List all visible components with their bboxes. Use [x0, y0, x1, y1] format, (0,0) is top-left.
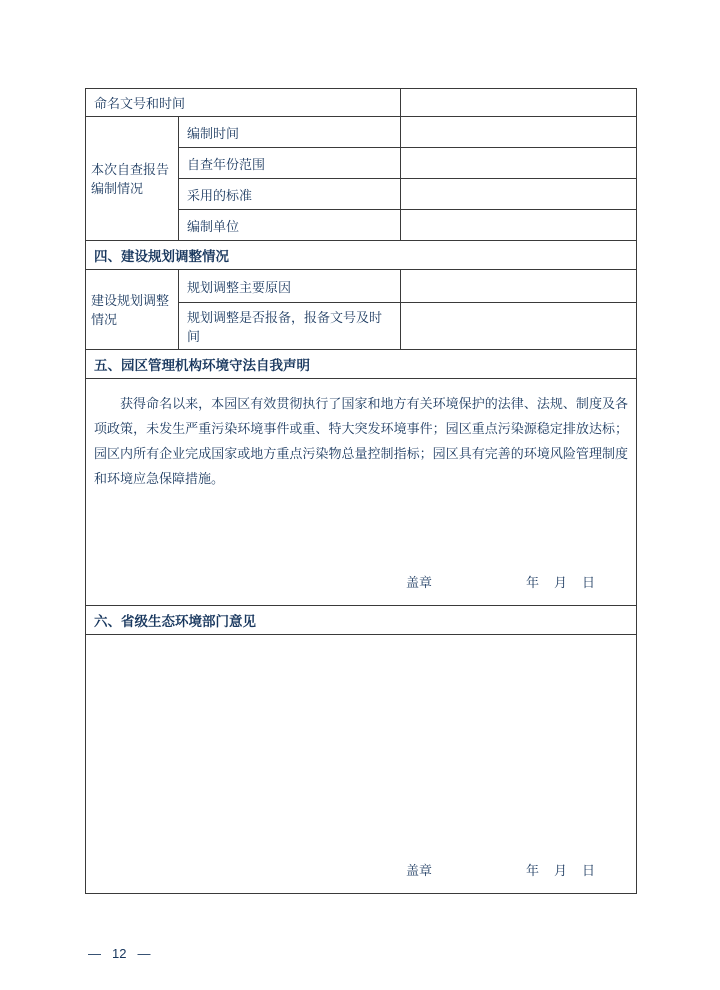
date-fields	[526, 860, 595, 879]
table-row	[86, 379, 637, 606]
report-row-label: 编制时间	[179, 117, 401, 148]
page-number-value: 12	[112, 946, 127, 961]
page-number-dash-left: —	[88, 946, 101, 961]
date-month-label: 月	[554, 575, 568, 590]
opinion-seal-line	[94, 860, 628, 879]
table-row	[86, 89, 637, 117]
naming-doc-value	[401, 89, 637, 117]
table-row	[86, 117, 637, 148]
plan-row-value	[401, 270, 637, 303]
date-day-label: 日	[582, 575, 596, 590]
report-row-value	[401, 210, 637, 241]
seal-label: 盖章	[406, 863, 433, 878]
report-row-value	[401, 148, 637, 179]
report-row-label: 采用的标准	[179, 179, 401, 210]
report-row-label: 编制单位	[179, 210, 401, 241]
declaration-content	[86, 379, 636, 605]
plan-row-label: 规划调整是否报备，报备文号及时间	[179, 303, 401, 350]
date-month-label: 月	[554, 863, 568, 878]
report-row-label: 自查年份范围	[179, 148, 401, 179]
plan-row-label: 规划调整主要原因	[179, 270, 401, 303]
date-year-label: 年	[526, 863, 540, 878]
date-fields	[526, 572, 595, 591]
table-row	[86, 606, 637, 635]
plan-row-value	[401, 303, 637, 350]
opinion-cell	[86, 635, 637, 894]
opinion-content	[86, 635, 636, 893]
date-day-label: 日	[582, 863, 596, 878]
report-row-value	[401, 179, 637, 210]
plan-group-label: 建设规划调整情况	[86, 270, 179, 350]
section4-header: 四、建设规划调整情况	[86, 241, 637, 270]
naming-doc-label: 命名文号和时间	[86, 89, 401, 117]
date-year-label: 年	[526, 575, 540, 590]
seal-label: 盖章	[406, 575, 433, 590]
section5-header: 五、园区管理机构环境守法自我声明	[86, 350, 637, 379]
declaration-seal-line	[94, 572, 628, 591]
report-row-value	[401, 117, 637, 148]
self-inspection-form-table	[85, 88, 637, 894]
page-number-dash-right: —	[137, 946, 151, 961]
section6-header: 六、省级生态环境部门意见	[86, 606, 637, 635]
table-row	[86, 270, 637, 303]
page-number	[88, 946, 150, 961]
declaration-text: 获得命名以来，本园区有效贯彻执行了国家和地方有关环境保护的法律、法规、制度及各项政策，未发生严重污染环境事件或重、特大突发环境事件；园区重点污染源稳定排放达标；园区内所有企业完成国家或地方重点污染物总量控制指标；园区具有完善的环境风险管理制度和环境应急保障措施。	[94, 396, 629, 486]
declaration-cell	[86, 379, 637, 606]
table-row	[86, 635, 637, 894]
report-group-label: 本次自查报告编制情况	[86, 117, 179, 241]
table-row	[86, 241, 637, 270]
table-row	[86, 350, 637, 379]
